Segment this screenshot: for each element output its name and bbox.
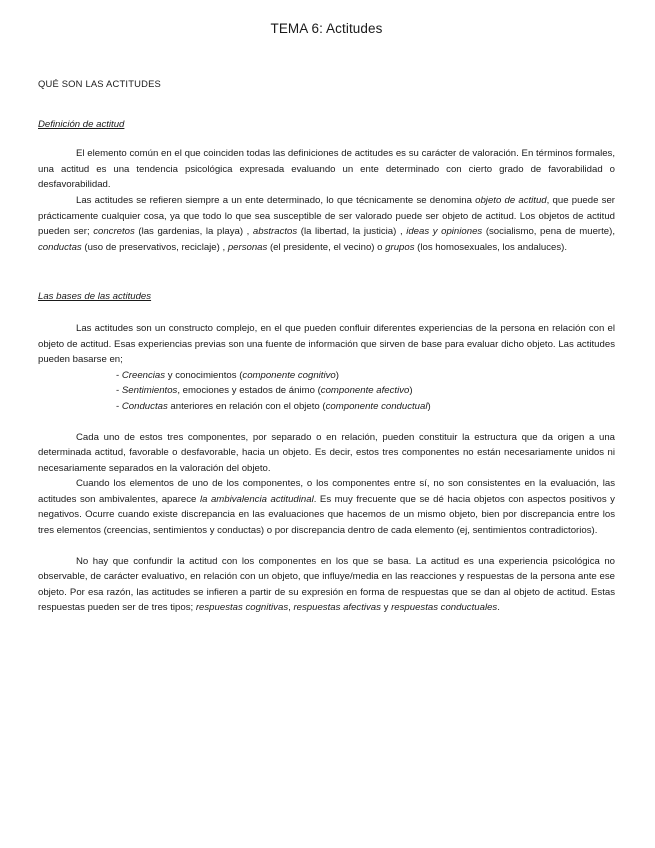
paragraph: No hay que confundir la actitud con los componentes en los que se basa. La actitud es una experiencia psicológica no observable, de carácter evaluativo, en relación con un objeto, que influye/media en las reacciones y respuestas de la persona ante ese objeto. Por esa razón, las actitudes se infieren a partir de su expresión en forma de respuestas que se dan al objeto de actitud. Estas respuestas pueden ser de tres tipos; respuestas cognitivas, respuestas afectivas y respuestas conductuales. — [38, 555, 615, 614]
section-bases-body — [38, 321, 615, 616]
section-definicion-body — [38, 146, 615, 255]
list-item: - Sentimientos, emociones y estados de ánimo (componente afectivo) — [116, 385, 413, 397]
list-item: - Conductas anteriores en relación con el objeto (componente conductual) — [116, 400, 431, 412]
chapter-heading: QUÉ SON LAS ACTITUDES — [38, 78, 161, 89]
paragraph: Las actitudes se refieren siempre a un ente determinado, lo que técnicamente se denomina objeto de actitud, que puede ser prácticamente cualquier cosa, ya que todo lo que sea susceptible de ser valorado puede ser objeto de actitud. Los objetos de actitud pueden ser; concretos (las gardenias, la playa) , abstractos (la libertad, la justicia) , ideas y opiniones (socialismo, pena de muerte), conductas (uso de preservativos, reciclaje) , personas (el presidente, el vecino) o grupos (los homosexuales, los andaluces). — [38, 194, 615, 253]
paragraph: El elemento común en el que coinciden todas las definiciones de actitudes es su carácter de valoración. En términos formales, una actitud es una tendencia psicológica expresada evaluando un ente determinado con cierto grado de favorabilidad o desfavorabilidad. — [38, 148, 615, 191]
paragraph: Las actitudes son un constructo complejo, en el que pueden confluir diferentes experiencias de la persona en relación con el objeto de actitud. Esas experiencias previas son una fuente de información que sirven de base para evaluar dicho objeto. Las actitudes pueden basarse en; — [38, 322, 615, 366]
paragraph: Cada uno de estos tres componentes, por separado o en relación, pueden constituir la estructura que da origen a una determinada actitud, favorable o desfavorable, hacia un objeto. Es decir, estos tres componentes no están necesariamente unidos ni necesariamente separados en la valoración del objeto. — [38, 431, 615, 474]
paragraph: Cuando los elementos de uno de los componentes, o los componentes entre sí, no son consistentes en la evaluación, las actitudes son ambivalentes, aparece la ambivalencia actitudinal. Es muy frecuente que se dé hacia objetos con aspectos positivos y negativos. Ocurre cuando existe discrepancia en las evaluaciones que hacemos de un mismo objeto, bien por discrepancia entre los tres elementos (creencias, sentimientos y conductas) o por discrepancia dentro de cada elemento (ej, sentimientos contradictorios). — [38, 478, 615, 537]
document-title: TEMA 6: Actitudes — [270, 21, 383, 36]
section-heading-definicion: Definición de actitud — [38, 118, 125, 130]
list-item: - Creencias y conocimientos (componente cognitivo) — [116, 369, 339, 381]
section-heading-bases: Las bases de las actitudes — [38, 291, 152, 303]
components-list — [38, 368, 615, 415]
